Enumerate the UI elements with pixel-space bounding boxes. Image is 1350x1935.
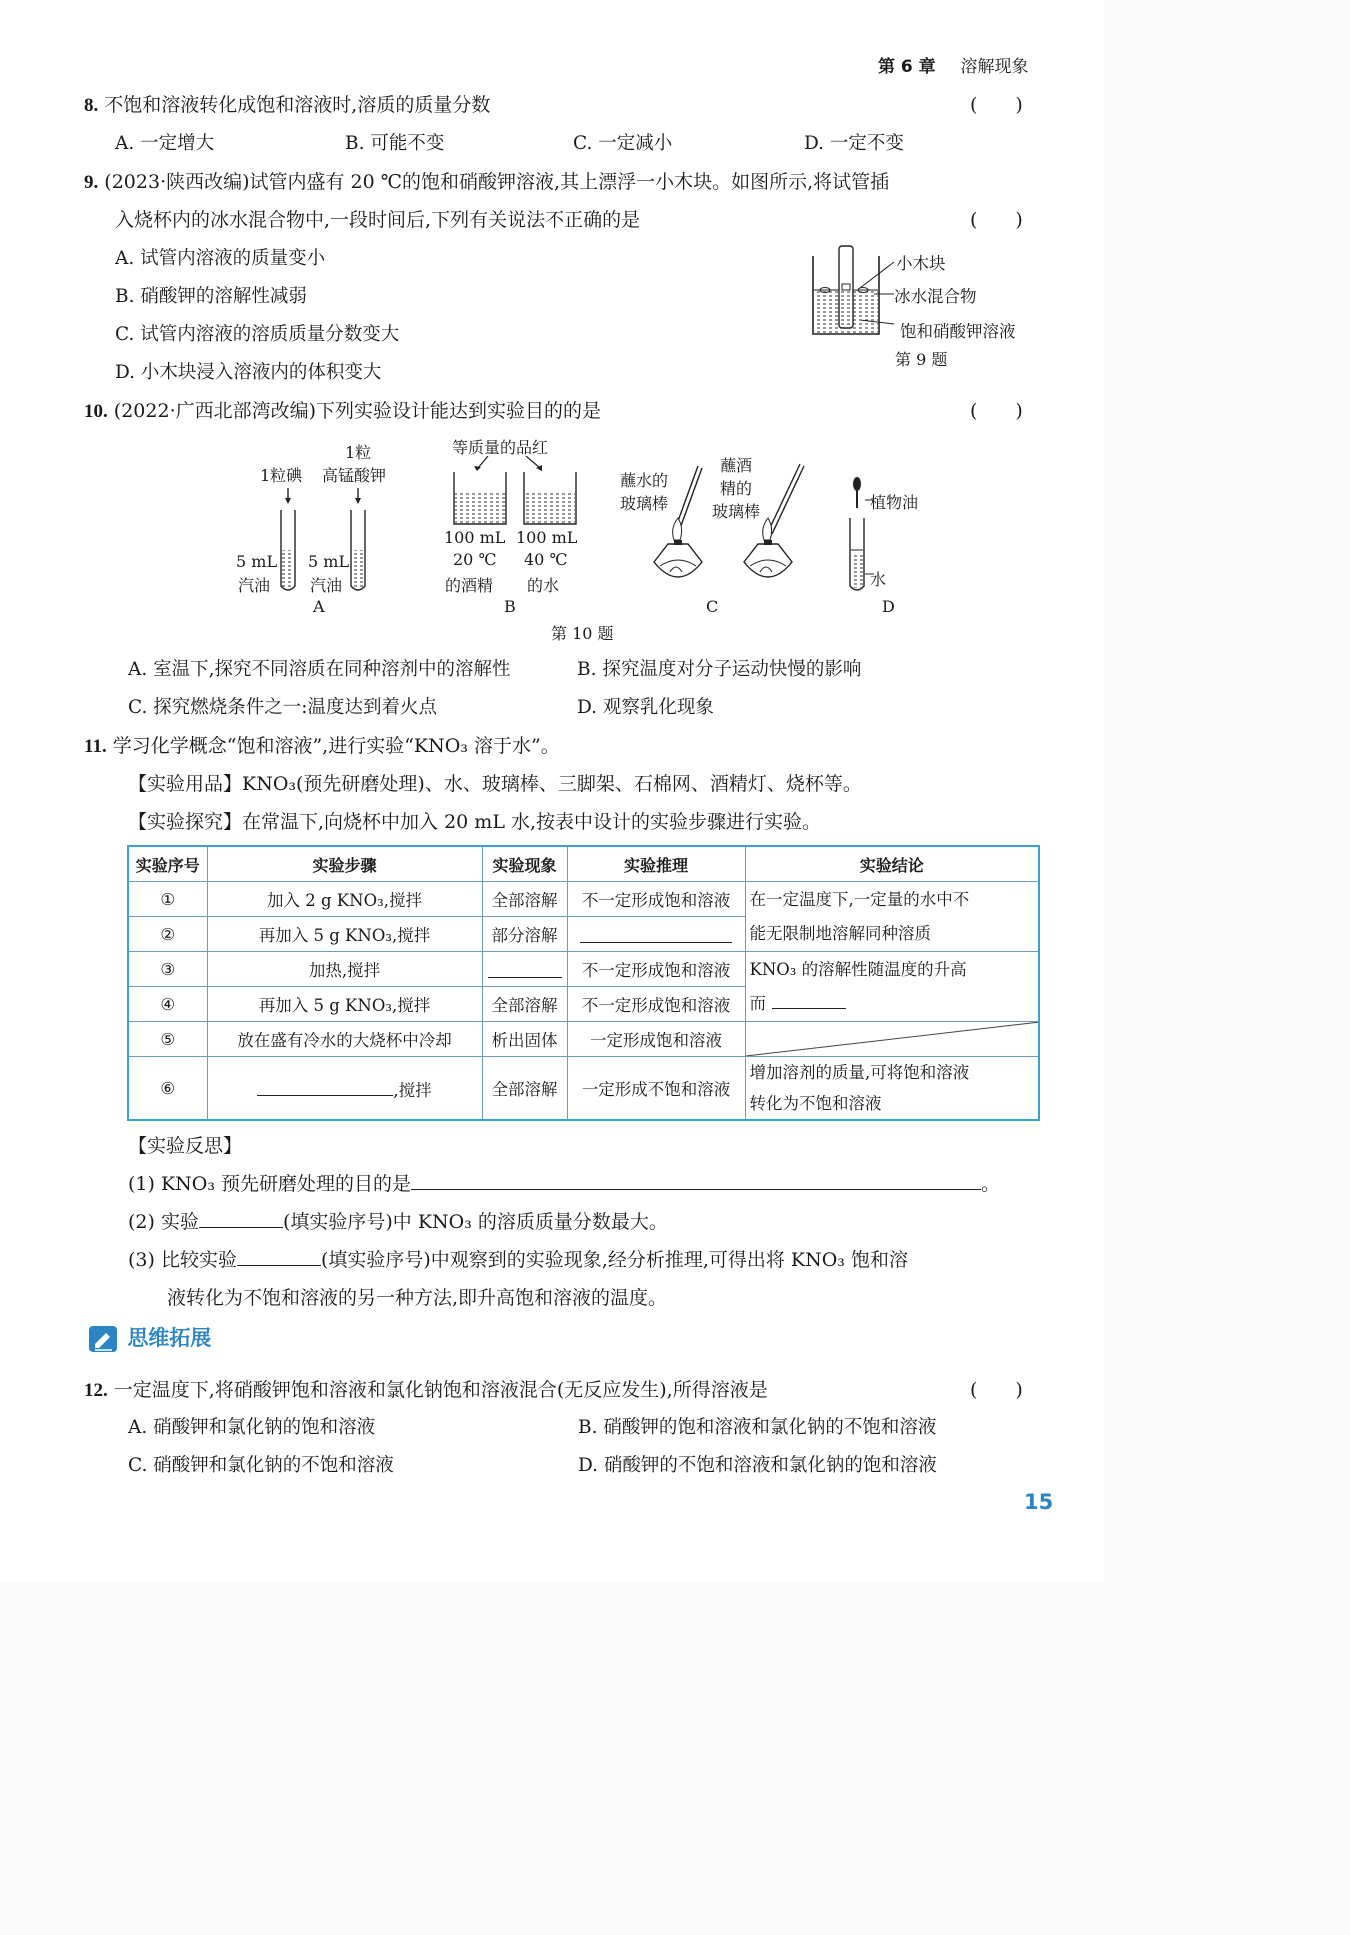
cell-id: ② [128, 917, 207, 952]
option-b: B. 探究温度对分子运动快慢的影响 [577, 659, 862, 680]
cell-id: ⑤ [128, 1022, 207, 1057]
table-row [128, 1057, 1039, 1121]
option-c: C. 探究燃烧条件之一:温度达到着火点 [128, 697, 437, 718]
fig-c-alcohol-lamps [640, 462, 820, 596]
fig-d-oil: 植物油 [870, 493, 919, 512]
chapter-number: 第 6 章 [878, 57, 936, 77]
question-text: (2023·陕西改编)试管内盛有 20 ℃的饱和硝酸钾溶液,其上漂浮一小木块。如图所示,将试管插 [104, 171, 890, 193]
question-12-stem [84, 1375, 768, 1402]
conclusion-line [750, 987, 1035, 1021]
fig-d-water: 水 [870, 570, 887, 589]
section-title-text: 思维拓展 [127, 1326, 212, 1350]
option-a: A. 试管内溶液的质量变小 [115, 248, 326, 269]
cell-reasoning-blank[interactable] [567, 917, 745, 952]
reflection-3 [128, 1245, 908, 1272]
answer-parentheses: ( ) [970, 209, 1023, 231]
pen-note-icon [88, 1324, 120, 1354]
fig-a-sol2b: 汽油 [310, 576, 343, 595]
figure-caption: 第 10 题 [551, 624, 614, 643]
experiment-materials: 【实验用品】KNO₃(预先研磨处理)、水、玻璃棒、三脚架、石棉网、酒精灯、烧杯等。 [128, 773, 862, 795]
fig-d-letter: D [882, 597, 895, 616]
question-text: 不饱和溶液转化成饱和溶液时,溶质的质量分数 [104, 94, 491, 116]
cell-phenomenon: 全部溶解 [482, 1057, 567, 1121]
cell-step: 再加入 5 g KNO₃,搅拌 [207, 917, 482, 952]
question-11-stem [84, 731, 560, 758]
conclusion-line: KNO₃ 的溶解性随温度的升高 [749, 959, 967, 979]
fig-b-right-3: 的水 [527, 576, 560, 595]
cell-reasoning: 不一定形成饱和溶液 [567, 952, 745, 987]
cell-step: 放在盛有冷水的大烧杯中冷却 [207, 1022, 482, 1057]
answer-blank[interactable] [237, 1245, 321, 1266]
answer-blank[interactable] [199, 1207, 283, 1228]
option-c: C. 硝酸钾和氯化钠的不饱和溶液 [128, 1455, 394, 1476]
fig-b-right-2: 40 ℃ [524, 550, 568, 569]
cell-step: 加入 2 g KNO₃,搅拌 [207, 882, 482, 917]
option-a: A. 一定增大 [115, 133, 215, 154]
option-d: D. 一定不变 [804, 133, 904, 154]
fig-b-letter: B [504, 597, 516, 616]
fig-b-left-2: 20 ℃ [453, 550, 497, 569]
question-text: 学习化学概念“饱和溶液”,进行实验“KNO₃ 溶于水”。 [112, 735, 560, 757]
header-phenomenon: 实验现象 [482, 846, 567, 882]
experiment-table [127, 845, 1040, 1121]
fig-c-rod1a: 蘸水的 [620, 471, 669, 490]
fig-a-label-1: 1粒碘 [260, 466, 303, 485]
question-8-stem [84, 90, 490, 117]
conclusion-text: 而 [749, 993, 766, 1013]
fig-c-letter: C [706, 597, 719, 616]
answer-parentheses: ( ) [970, 400, 1023, 422]
reflection-3-line2: 液转化为不饱和溶液的另一种方法,即升高饱和溶液的温度。 [167, 1287, 668, 1309]
reflection-text: (填实验序号)中观察到的实验现象,经分析推理,可得出将 KNO₃ 饱和溶 [320, 1249, 908, 1271]
cell-id: ③ [128, 952, 207, 987]
question-number: 11. [84, 736, 107, 757]
reflection-2 [128, 1207, 668, 1234]
answer-blank[interactable] [772, 988, 846, 1009]
section-heading [88, 1322, 211, 1354]
header-step: 实验步骤 [207, 846, 482, 882]
reflection-text: (2) 实验 [128, 1211, 199, 1233]
label-wood-block: 小木块 [896, 254, 946, 273]
question-number: 9. [84, 172, 99, 193]
header-conclusion: 实验结论 [745, 846, 1039, 882]
step-suffix: ,搅拌 [393, 1081, 432, 1100]
option-c: C. 一定减小 [573, 133, 673, 154]
reflection-text: (1) KNO₃ 预先研磨处理的目的是 [128, 1173, 412, 1195]
cell-id: ④ [128, 987, 207, 1022]
cell-step [207, 1057, 482, 1121]
question-text: (2022·广西北部湾改编)下列实验设计能达到实验目的的是 [113, 400, 602, 422]
cell-phenomenon: 部分溶解 [482, 917, 567, 952]
answer-blank[interactable] [411, 1169, 981, 1190]
fig-b-beakers [448, 456, 588, 528]
fig-a-letter: A [313, 597, 325, 616]
reflection-text: 。 [981, 1173, 1001, 1195]
cell-id: ⑥ [128, 1057, 207, 1121]
table-row [128, 952, 1039, 987]
fig-c-rod2b: 精的 [720, 479, 753, 498]
cell-phenomenon: 全部溶解 [482, 987, 567, 1022]
table-row [128, 882, 1039, 917]
fig-c-rod2a: 蘸酒 [720, 456, 753, 475]
fig-a-label-2b: 高锰酸钾 [322, 466, 387, 485]
table-header-row [128, 846, 1039, 882]
answer-parentheses: ( ) [970, 1379, 1023, 1401]
fig-b-right-1: 100 mL [516, 528, 578, 547]
header-reasoning: 实验推理 [567, 846, 745, 882]
cell-phenomenon: 全部溶解 [482, 882, 567, 917]
option-d: D. 小木块浸入溶液内的体积变大 [115, 362, 382, 383]
answer-blank[interactable] [580, 922, 732, 943]
option-b: B. 硝酸钾的溶解性减弱 [115, 286, 307, 307]
option-a: A. 硝酸钾和氯化钠的饱和溶液 [128, 1417, 376, 1438]
reflection-text: (3) 比较实验 [128, 1249, 237, 1271]
option-c: C. 试管内溶液的溶质质量分数变大 [115, 324, 400, 345]
fig-a-label-2a: 1粒 [345, 443, 372, 462]
cell-conclusion-3 [745, 1057, 1039, 1121]
option-b: B. 硝酸钾的饱和溶液和氯化钠的不饱和溶液 [578, 1417, 937, 1438]
question-number: 10. [84, 401, 108, 422]
chapter-title: 溶解现象 [960, 57, 1029, 77]
fig-a-sol1a: 5 mL [236, 552, 278, 571]
question-9-stem [84, 167, 889, 194]
fig-b-top-label: 等质量的品红 [452, 438, 549, 457]
label-ice-water: 冰水混合物 [894, 287, 977, 306]
cell-phenomenon-blank[interactable] [482, 952, 567, 987]
label-saturated-kno3: 饱和硝酸钾溶液 [900, 322, 1016, 341]
fig-c-rod2c: 玻璃棒 [712, 502, 761, 521]
question-number: 8. [84, 95, 99, 116]
conclusion-line: 能无限制地溶解同种溶质 [749, 923, 931, 943]
cell-conclusion-2 [745, 952, 1039, 1022]
fig-a-sol1b: 汽油 [238, 576, 271, 595]
page-header [878, 52, 1028, 77]
cell-reasoning: 一定形成不饱和溶液 [567, 1057, 745, 1121]
reflection-title: 【实验反思】 [128, 1135, 243, 1157]
option-b: B. 可能不变 [345, 133, 445, 154]
answer-blank[interactable] [488, 957, 562, 978]
cell-reasoning: 不一定形成饱和溶液 [567, 987, 745, 1022]
cell-diagonal [745, 1022, 1039, 1057]
fig-b-left-1: 100 mL [444, 528, 506, 547]
reflection-text: (填实验序号)中 KNO₃ 的溶质质量分数最大。 [282, 1211, 668, 1233]
fig-a-sol2a: 5 mL [308, 552, 350, 571]
cell-reasoning: 一定形成饱和溶液 [567, 1022, 745, 1057]
option-d: D. 观察乳化现象 [577, 697, 714, 718]
answer-blank[interactable] [257, 1075, 393, 1096]
cell-id: ① [128, 882, 207, 917]
header-id: 实验序号 [128, 846, 207, 882]
page-number: 15 [1024, 1490, 1054, 1514]
question-10-stem [84, 396, 601, 423]
cell-phenomenon: 析出固体 [482, 1022, 567, 1057]
question-text: 一定温度下,将硝酸钾饱和溶液和氯化钠饱和溶液混合(无反应发生),所得溶液是 [113, 1379, 768, 1401]
cell-step: 加热,搅拌 [207, 952, 482, 987]
question-9-stem-line2: 入烧杯内的冰水混合物中,一段时间后,下列有关说法不正确的是 [115, 209, 641, 231]
conclusion-line: 增加溶剂的质量,可将饱和溶液 [749, 1063, 970, 1082]
figure-caption: 第 9 题 [895, 350, 948, 369]
cell-reasoning: 不一定形成饱和溶液 [567, 882, 745, 917]
table-row [128, 1022, 1039, 1057]
conclusion-line: 在一定温度下,一定量的水中不 [749, 889, 970, 909]
option-a: A. 室温下,探究不同溶质在同种溶剂中的溶解性 [128, 659, 511, 680]
diagonal-line [746, 1022, 1040, 1056]
conclusion-line: 转化为不饱和溶液 [749, 1094, 882, 1113]
experiment-exploration: 【实验探究】在常温下,向烧杯中加入 20 mL 水,按表中设计的实验步骤进行实验。 [128, 811, 822, 833]
cell-conclusion-1 [745, 882, 1039, 952]
option-d: D. 硝酸钾的不饱和溶液和氯化钠的饱和溶液 [578, 1455, 937, 1476]
answer-parentheses: ( ) [970, 94, 1023, 116]
fig-c-rod1b: 玻璃棒 [620, 494, 669, 513]
cell-step: 再加入 5 g KNO₃,搅拌 [207, 987, 482, 1022]
fig-b-left-3: 的酒精 [445, 576, 494, 595]
question-number: 12. [84, 1380, 108, 1401]
reflection-1 [128, 1169, 1000, 1196]
